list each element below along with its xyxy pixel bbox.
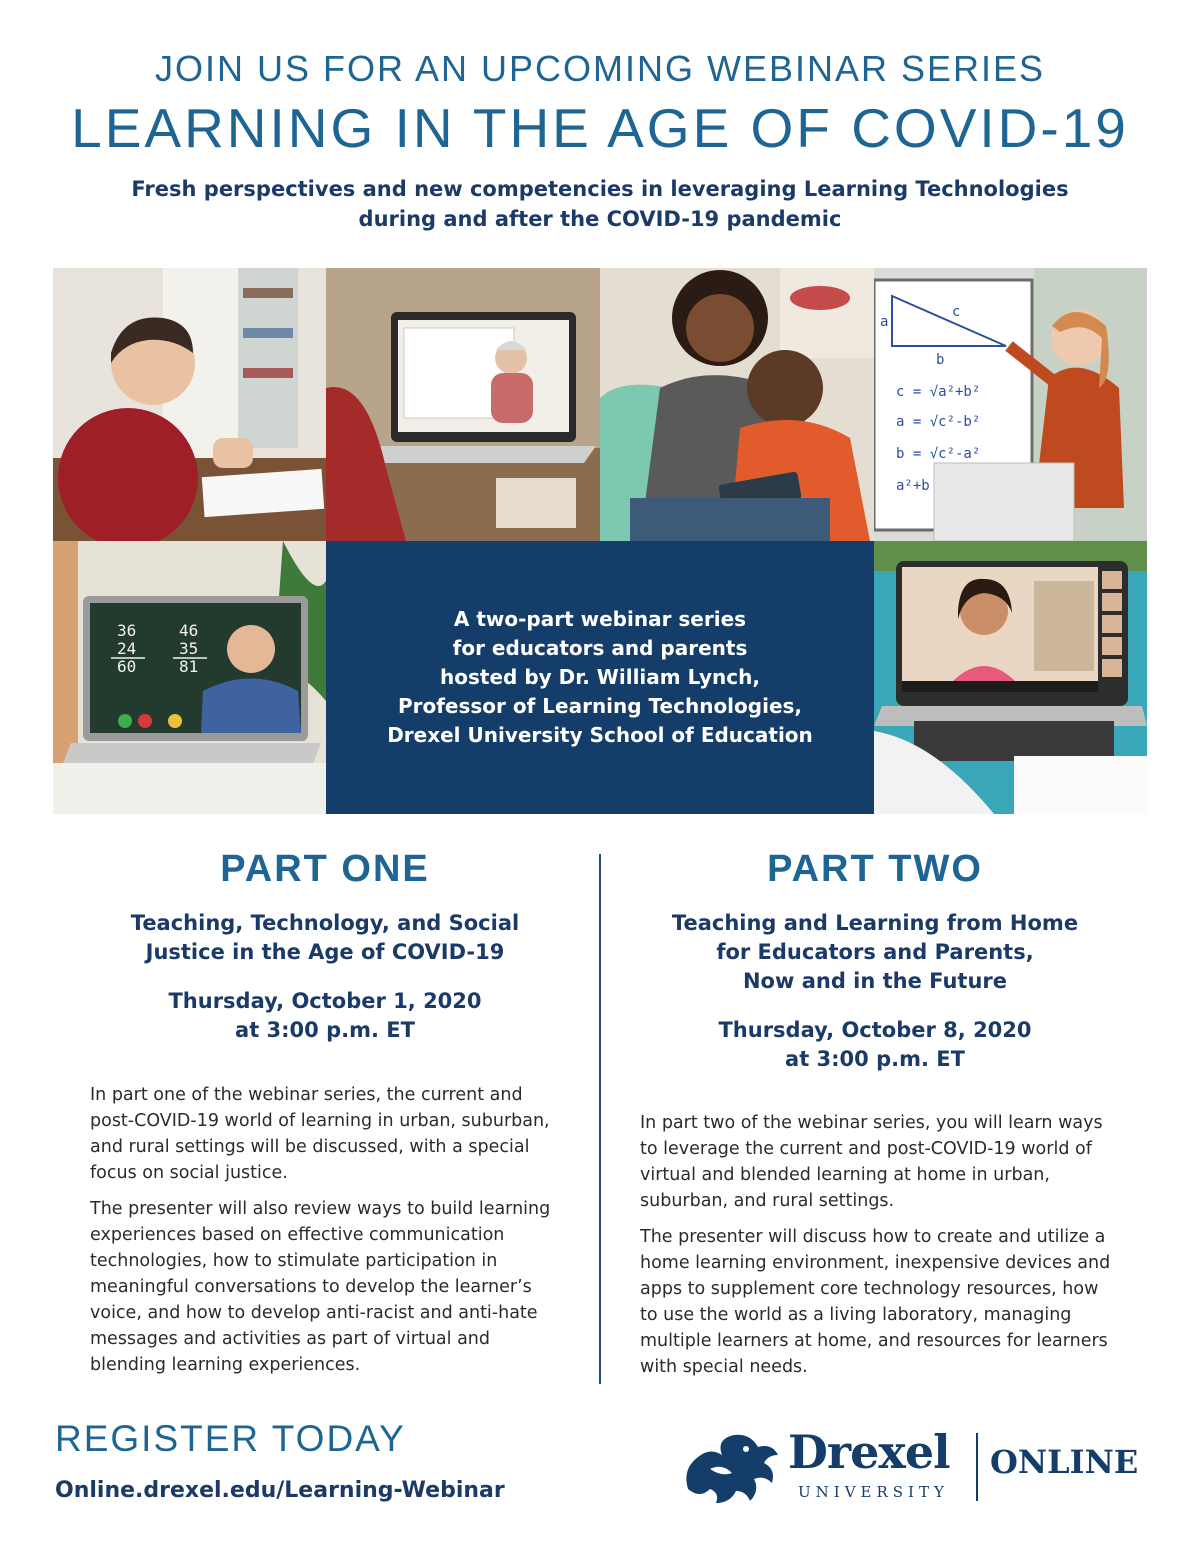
- register-heading: REGISTER TODAY: [55, 1418, 406, 1459]
- part-one-description: [90, 1082, 570, 1378]
- column-divider: [599, 854, 601, 1384]
- logo-university: UNIVERSITY: [798, 1483, 949, 1501]
- board-formula-1: c = √a²+b²: [896, 384, 981, 400]
- logo-online: ONLINE: [990, 1443, 1139, 1481]
- part-two-description: [640, 1110, 1120, 1380]
- chalk-digit-1: 36: [117, 621, 137, 640]
- board-label-a: a: [880, 314, 889, 330]
- board-label-c: c: [952, 304, 961, 320]
- part-two-heading: PART TWO: [767, 848, 983, 890]
- board-formula-4: a²+b: [896, 478, 930, 494]
- chalk-digit-4: 46: [179, 621, 199, 640]
- board-formula-3: b = √c²-a²: [896, 446, 981, 462]
- part-one-date: Thursday, October 1, 2020 at 3:00 p.m. ET: [168, 989, 482, 1042]
- photo-video-call: [874, 541, 1147, 814]
- logo-wordmark: Drexel: [788, 1425, 950, 1479]
- board-label-b: b: [936, 352, 945, 368]
- part-two-para-2: The presenter will discuss how to create and utilize a home learning environment, inexpensive devices and apps to supplement core technology resources, how to use the world as a living laboratory, managing multiple learners at home, and resources for learners with special needs.: [640, 1227, 1111, 1377]
- kicker-heading: JOIN US FOR AN UPCOMING WEBINAR SERIES: [154, 48, 1046, 89]
- chalk-digit-5: 35: [179, 639, 199, 658]
- part-one-heading: PART ONE: [220, 848, 430, 890]
- part-two-section: [615, 848, 1135, 1074]
- photo-chalkboard-laptop: [53, 541, 326, 814]
- part-two-session-title: Teaching and Learning from Home for Educators and Parents, Now and in the Future: [671, 911, 1079, 993]
- part-one-para-2: The presenter will also review ways to build learning experiences based on effective communication technologies, how to stimulate participation in meaningful conversations to develop the learner’s voice, and how to develop anti-racist and anti-hate messages and activities as part of virtual and blending learning experiences.: [90, 1199, 551, 1375]
- photo-laptop-teacher: [326, 268, 600, 541]
- board-formula-2: a = √c²-b²: [896, 414, 981, 430]
- dragon-icon: [680, 1429, 784, 1509]
- subtitle: Fresh perspectives and new competencies in leveraging Learning Technologies during and after the COVID-19 pandemic: [131, 177, 1069, 231]
- chalk-digit-2: 24: [117, 639, 137, 658]
- part-one-section: [65, 848, 585, 1045]
- webinar-banner: [326, 541, 874, 814]
- chalk-digit-3: 60: [117, 657, 137, 676]
- part-two-date: Thursday, October 8, 2020 at 3:00 p.m. ET: [718, 1018, 1032, 1071]
- drexel-online-logo: [680, 1425, 1150, 1515]
- register-link[interactable]: Online.drexel.edu/Learning-Webinar: [55, 1478, 505, 1503]
- part-one-session-title: Teaching, Technology, and Social Justice in the Age of COVID-19: [130, 911, 520, 964]
- photo-grid: [53, 268, 1147, 814]
- banner-text: A two-part webinar series for educators and parents hosted by Dr. William Lynch, Professor of Learning Technologies, Drexel University School of Education: [387, 607, 813, 747]
- photo-mother-child: [600, 268, 874, 541]
- chalk-digit-6: 81: [179, 657, 199, 676]
- photo-boy-writing: [53, 268, 326, 541]
- part-one-para-1: In part one of the webinar series, the current and post-COVID-19 world of learning in urban, suburban, and rural settings will be discussed, with a special focus on social justice.: [90, 1085, 550, 1183]
- photo-whiteboard-math: [874, 268, 1147, 541]
- page-title: LEARNING IN THE AGE OF COVID-19: [71, 97, 1129, 159]
- part-two-para-1: In part two of the webinar series, you will learn ways to leverage the current and post-COVID-19 world of virtual and blended learning at home in urban, suburban, and rural settings.: [640, 1113, 1103, 1211]
- logo-separator: [976, 1433, 978, 1501]
